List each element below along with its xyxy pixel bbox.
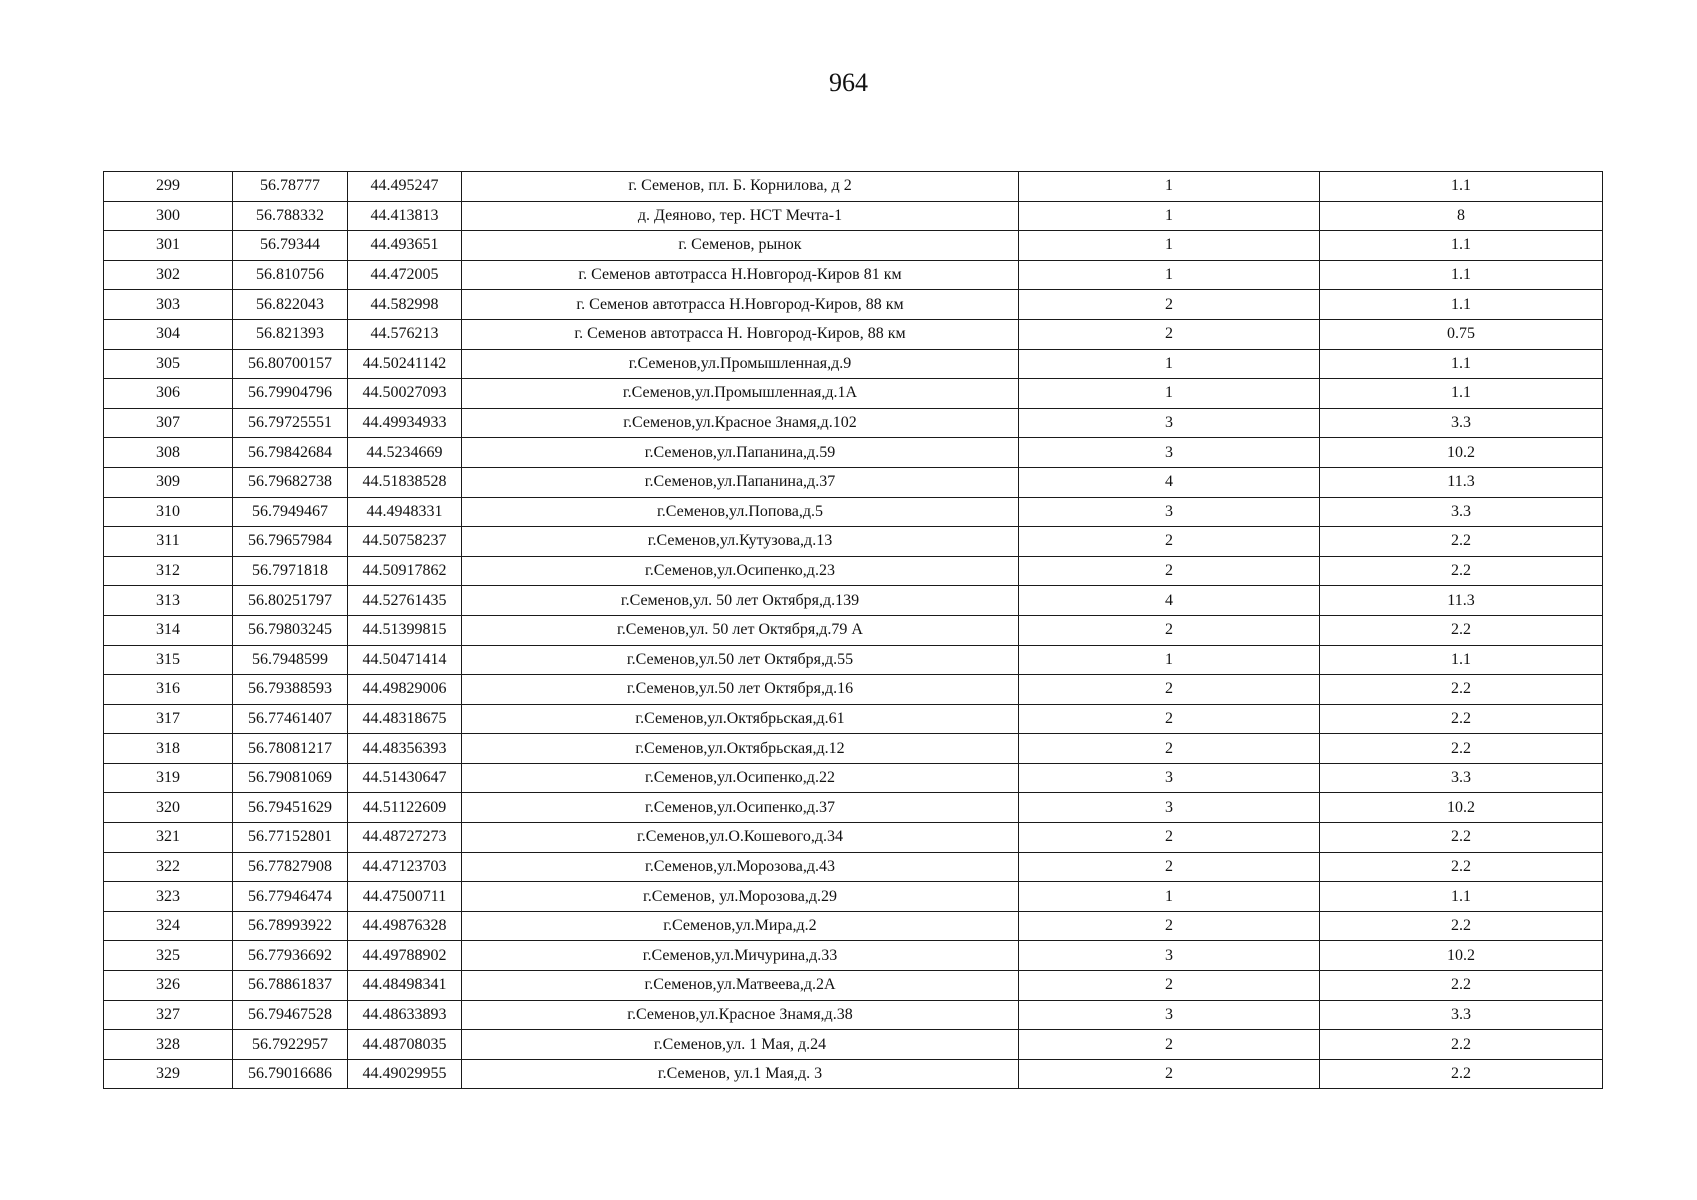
row-number-cell: 314	[104, 615, 233, 645]
count-cell: 3	[1019, 408, 1320, 438]
page-number: 964	[829, 68, 868, 97]
table-row	[104, 852, 1603, 882]
power-cell: 1.1	[1320, 645, 1603, 675]
count-cell: 3	[1019, 763, 1320, 793]
power-cell: 1.1	[1320, 172, 1603, 202]
count-cell: 1	[1019, 260, 1320, 290]
longitude-cell: 44.50241142	[348, 349, 462, 379]
longitude-cell: 44.5234669	[348, 438, 462, 468]
count-cell: 1	[1019, 379, 1320, 409]
power-cell: 2.2	[1320, 704, 1603, 734]
power-cell: 1.1	[1320, 379, 1603, 409]
address-cell: г.Семенов,ул.50 лет Октября,д.16	[462, 675, 1019, 705]
power-cell: 3.3	[1320, 408, 1603, 438]
latitude-cell: 56.79682738	[233, 467, 348, 497]
table-row	[104, 290, 1603, 320]
latitude-cell: 56.788332	[233, 201, 348, 231]
table-body	[104, 172, 1603, 1089]
table-row	[104, 1000, 1603, 1030]
latitude-cell: 56.79081069	[233, 763, 348, 793]
table-row	[104, 467, 1603, 497]
address-cell: г.Семенов,ул.Промышленная,д.1А	[462, 379, 1019, 409]
longitude-cell: 44.413813	[348, 201, 462, 231]
table-row	[104, 231, 1603, 261]
row-number-cell: 323	[104, 882, 233, 912]
power-cell: 1.1	[1320, 349, 1603, 379]
row-number-cell: 305	[104, 349, 233, 379]
longitude-cell: 44.472005	[348, 260, 462, 290]
table-row	[104, 438, 1603, 468]
address-cell: г.Семенов,ул.О.Кошевого,д.34	[462, 823, 1019, 853]
row-number-cell: 312	[104, 556, 233, 586]
longitude-cell: 44.47500711	[348, 882, 462, 912]
address-cell: г.Семенов, ул.Морозова,д.29	[462, 882, 1019, 912]
latitude-cell: 56.79344	[233, 231, 348, 261]
latitude-cell: 56.77946474	[233, 882, 348, 912]
power-cell: 2.2	[1320, 823, 1603, 853]
table-row	[104, 172, 1603, 202]
power-cell: 3.3	[1320, 1000, 1603, 1030]
address-cell: г.Семенов,ул. 1 Мая, д.24	[462, 1030, 1019, 1060]
latitude-cell: 56.7949467	[233, 497, 348, 527]
longitude-cell: 44.576213	[348, 319, 462, 349]
power-cell: 11.3	[1320, 467, 1603, 497]
longitude-cell: 44.52761435	[348, 586, 462, 616]
power-cell: 10.2	[1320, 438, 1603, 468]
address-cell: г.Семенов,ул.Мичурина,д.33	[462, 941, 1019, 971]
table-row	[104, 1059, 1603, 1089]
table-row	[104, 941, 1603, 971]
power-cell: 2.2	[1320, 911, 1603, 941]
power-cell: 3.3	[1320, 497, 1603, 527]
table-row	[104, 556, 1603, 586]
longitude-cell: 44.50027093	[348, 379, 462, 409]
count-cell: 2	[1019, 1030, 1320, 1060]
row-number-cell: 325	[104, 941, 233, 971]
count-cell: 2	[1019, 527, 1320, 557]
table-row	[104, 497, 1603, 527]
row-number-cell: 304	[104, 319, 233, 349]
row-number-cell: 329	[104, 1059, 233, 1089]
table-row	[104, 971, 1603, 1001]
latitude-cell: 56.79467528	[233, 1000, 348, 1030]
power-cell: 2.2	[1320, 734, 1603, 764]
row-number-cell: 324	[104, 911, 233, 941]
longitude-cell: 44.495247	[348, 172, 462, 202]
longitude-cell: 44.48708035	[348, 1030, 462, 1060]
count-cell: 3	[1019, 941, 1320, 971]
table-row	[104, 645, 1603, 675]
address-cell: г.Семенов,ул.Морозова,д.43	[462, 852, 1019, 882]
row-number-cell: 316	[104, 675, 233, 705]
longitude-cell: 44.50917862	[348, 556, 462, 586]
longitude-cell: 44.493651	[348, 231, 462, 261]
table-row	[104, 615, 1603, 645]
count-cell: 1	[1019, 172, 1320, 202]
count-cell: 1	[1019, 645, 1320, 675]
address-cell: г.Семенов,ул.Папанина,д.37	[462, 467, 1019, 497]
longitude-cell: 44.51838528	[348, 467, 462, 497]
address-cell: г.Семенов,ул.50 лет Октября,д.55	[462, 645, 1019, 675]
address-cell: г.Семенов,ул.Папанина,д.59	[462, 438, 1019, 468]
latitude-cell: 56.79842684	[233, 438, 348, 468]
row-number-cell: 307	[104, 408, 233, 438]
table-row	[104, 527, 1603, 557]
count-cell: 3	[1019, 1000, 1320, 1030]
latitude-cell: 56.7948599	[233, 645, 348, 675]
address-cell: г.Семенов,ул.Промышленная,д.9	[462, 349, 1019, 379]
longitude-cell: 44.49876328	[348, 911, 462, 941]
power-cell: 1.1	[1320, 231, 1603, 261]
count-cell: 1	[1019, 231, 1320, 261]
count-cell: 1	[1019, 201, 1320, 231]
longitude-cell: 44.49829006	[348, 675, 462, 705]
table-row	[104, 201, 1603, 231]
row-number-cell: 328	[104, 1030, 233, 1060]
table-row	[104, 1030, 1603, 1060]
address-cell: г.Семенов,ул.Попова,д.5	[462, 497, 1019, 527]
longitude-cell: 44.50758237	[348, 527, 462, 557]
address-cell: г.Семенов,ул.Осипенко,д.23	[462, 556, 1019, 586]
table-row	[104, 704, 1603, 734]
power-cell: 3.3	[1320, 763, 1603, 793]
table-row	[104, 763, 1603, 793]
table-row	[104, 408, 1603, 438]
longitude-cell: 44.51430647	[348, 763, 462, 793]
latitude-cell: 56.7971818	[233, 556, 348, 586]
address-cell: г.Семенов,ул. 50 лет Октября,д.139	[462, 586, 1019, 616]
longitude-cell: 44.49934933	[348, 408, 462, 438]
power-cell: 1.1	[1320, 882, 1603, 912]
row-number-cell: 310	[104, 497, 233, 527]
latitude-cell: 56.821393	[233, 319, 348, 349]
longitude-cell: 44.50471414	[348, 645, 462, 675]
power-cell: 10.2	[1320, 941, 1603, 971]
count-cell: 3	[1019, 793, 1320, 823]
power-cell: 2.2	[1320, 527, 1603, 557]
table-row	[104, 379, 1603, 409]
row-number-cell: 320	[104, 793, 233, 823]
row-number-cell: 302	[104, 260, 233, 290]
power-cell: 2.2	[1320, 1030, 1603, 1060]
count-cell: 2	[1019, 704, 1320, 734]
row-number-cell: 317	[104, 704, 233, 734]
row-number-cell: 319	[104, 763, 233, 793]
power-cell: 1.1	[1320, 260, 1603, 290]
count-cell: 2	[1019, 556, 1320, 586]
power-cell: 8	[1320, 201, 1603, 231]
table-row	[104, 734, 1603, 764]
latitude-cell: 56.79016686	[233, 1059, 348, 1089]
address-cell: г.Семенов,ул.Красное Знамя,д.38	[462, 1000, 1019, 1030]
address-cell: г.Семенов,ул.Кутузова,д.13	[462, 527, 1019, 557]
latitude-cell: 56.80700157	[233, 349, 348, 379]
longitude-cell: 44.51122609	[348, 793, 462, 823]
row-number-cell: 318	[104, 734, 233, 764]
power-cell: 11.3	[1320, 586, 1603, 616]
latitude-cell: 56.77152801	[233, 823, 348, 853]
row-number-cell: 322	[104, 852, 233, 882]
longitude-cell: 44.48498341	[348, 971, 462, 1001]
power-cell: 1.1	[1320, 290, 1603, 320]
latitude-cell: 56.822043	[233, 290, 348, 320]
address-cell: г. Семенов, пл. Б. Корнилова, д 2	[462, 172, 1019, 202]
row-number-cell: 303	[104, 290, 233, 320]
row-number-cell: 313	[104, 586, 233, 616]
row-number-cell: 311	[104, 527, 233, 557]
count-cell: 2	[1019, 290, 1320, 320]
latitude-cell: 56.79725551	[233, 408, 348, 438]
count-cell: 2	[1019, 615, 1320, 645]
power-cell: 2.2	[1320, 852, 1603, 882]
row-number-cell: 301	[104, 231, 233, 261]
address-cell: д. Деяново, тер. НСТ Мечта-1	[462, 201, 1019, 231]
power-cell: 10.2	[1320, 793, 1603, 823]
address-cell: г. Семенов, рынок	[462, 231, 1019, 261]
count-cell: 3	[1019, 438, 1320, 468]
table-row	[104, 882, 1603, 912]
count-cell: 2	[1019, 675, 1320, 705]
table-row	[104, 793, 1603, 823]
address-cell: г.Семенов,ул.Матвеева,д.2А	[462, 971, 1019, 1001]
latitude-cell: 56.78081217	[233, 734, 348, 764]
row-number-cell: 299	[104, 172, 233, 202]
count-cell: 2	[1019, 734, 1320, 764]
row-number-cell: 309	[104, 467, 233, 497]
longitude-cell: 44.582998	[348, 290, 462, 320]
power-cell: 2.2	[1320, 1059, 1603, 1089]
latitude-cell: 56.78993922	[233, 911, 348, 941]
longitude-cell: 44.48356393	[348, 734, 462, 764]
address-cell: г.Семенов,ул. 50 лет Октября,д.79 А	[462, 615, 1019, 645]
table-row	[104, 911, 1603, 941]
row-number-cell: 300	[104, 201, 233, 231]
address-cell: г. Семенов автотрасса Н. Новгород-Киров, 88 км	[462, 319, 1019, 349]
longitude-cell: 44.49788902	[348, 941, 462, 971]
address-cell: г.Семенов,ул.Красное Знамя,д.102	[462, 408, 1019, 438]
count-cell: 2	[1019, 823, 1320, 853]
row-number-cell: 326	[104, 971, 233, 1001]
count-cell: 4	[1019, 467, 1320, 497]
longitude-cell: 44.4948331	[348, 497, 462, 527]
table-row	[104, 260, 1603, 290]
count-cell: 2	[1019, 971, 1320, 1001]
address-cell: г. Семенов автотрасса Н.Новгород-Киров, 88 км	[462, 290, 1019, 320]
data-table	[103, 171, 1603, 1089]
table-row	[104, 319, 1603, 349]
power-cell: 2.2	[1320, 675, 1603, 705]
address-cell: г.Семенов,ул.Мира,д.2	[462, 911, 1019, 941]
count-cell: 2	[1019, 1059, 1320, 1089]
table-row	[104, 586, 1603, 616]
table-row	[104, 675, 1603, 705]
count-cell: 2	[1019, 852, 1320, 882]
count-cell: 3	[1019, 497, 1320, 527]
row-number-cell: 321	[104, 823, 233, 853]
power-cell: 2.2	[1320, 971, 1603, 1001]
address-cell: г.Семенов,ул.Осипенко,д.22	[462, 763, 1019, 793]
row-number-cell: 306	[104, 379, 233, 409]
count-cell: 2	[1019, 911, 1320, 941]
table-row	[104, 823, 1603, 853]
power-cell: 2.2	[1320, 615, 1603, 645]
longitude-cell: 44.48633893	[348, 1000, 462, 1030]
longitude-cell: 44.49029955	[348, 1059, 462, 1089]
latitude-cell: 56.77936692	[233, 941, 348, 971]
row-number-cell: 327	[104, 1000, 233, 1030]
address-cell: г.Семенов,ул.Октябрьская,д.12	[462, 734, 1019, 764]
longitude-cell: 44.47123703	[348, 852, 462, 882]
row-number-cell: 315	[104, 645, 233, 675]
latitude-cell: 56.78777	[233, 172, 348, 202]
longitude-cell: 44.48318675	[348, 704, 462, 734]
latitude-cell: 56.79451629	[233, 793, 348, 823]
latitude-cell: 56.77827908	[233, 852, 348, 882]
table-row	[104, 349, 1603, 379]
count-cell: 4	[1019, 586, 1320, 616]
count-cell: 1	[1019, 349, 1320, 379]
latitude-cell: 56.79388593	[233, 675, 348, 705]
address-cell: г.Семенов, ул.1 Мая,д. 3	[462, 1059, 1019, 1089]
latitude-cell: 56.79904796	[233, 379, 348, 409]
latitude-cell: 56.810756	[233, 260, 348, 290]
longitude-cell: 44.48727273	[348, 823, 462, 853]
power-cell: 2.2	[1320, 556, 1603, 586]
address-cell: г.Семенов,ул.Октябрьская,д.61	[462, 704, 1019, 734]
count-cell: 2	[1019, 319, 1320, 349]
longitude-cell: 44.51399815	[348, 615, 462, 645]
latitude-cell: 56.77461407	[233, 704, 348, 734]
power-cell: 0.75	[1320, 319, 1603, 349]
count-cell: 1	[1019, 882, 1320, 912]
latitude-cell: 56.79803245	[233, 615, 348, 645]
latitude-cell: 56.7922957	[233, 1030, 348, 1060]
latitude-cell: 56.78861837	[233, 971, 348, 1001]
latitude-cell: 56.79657984	[233, 527, 348, 557]
address-cell: г.Семенов,ул.Осипенко,д.37	[462, 793, 1019, 823]
address-cell: г. Семенов автотрасса Н.Новгород-Киров 81 км	[462, 260, 1019, 290]
latitude-cell: 56.80251797	[233, 586, 348, 616]
row-number-cell: 308	[104, 438, 233, 468]
